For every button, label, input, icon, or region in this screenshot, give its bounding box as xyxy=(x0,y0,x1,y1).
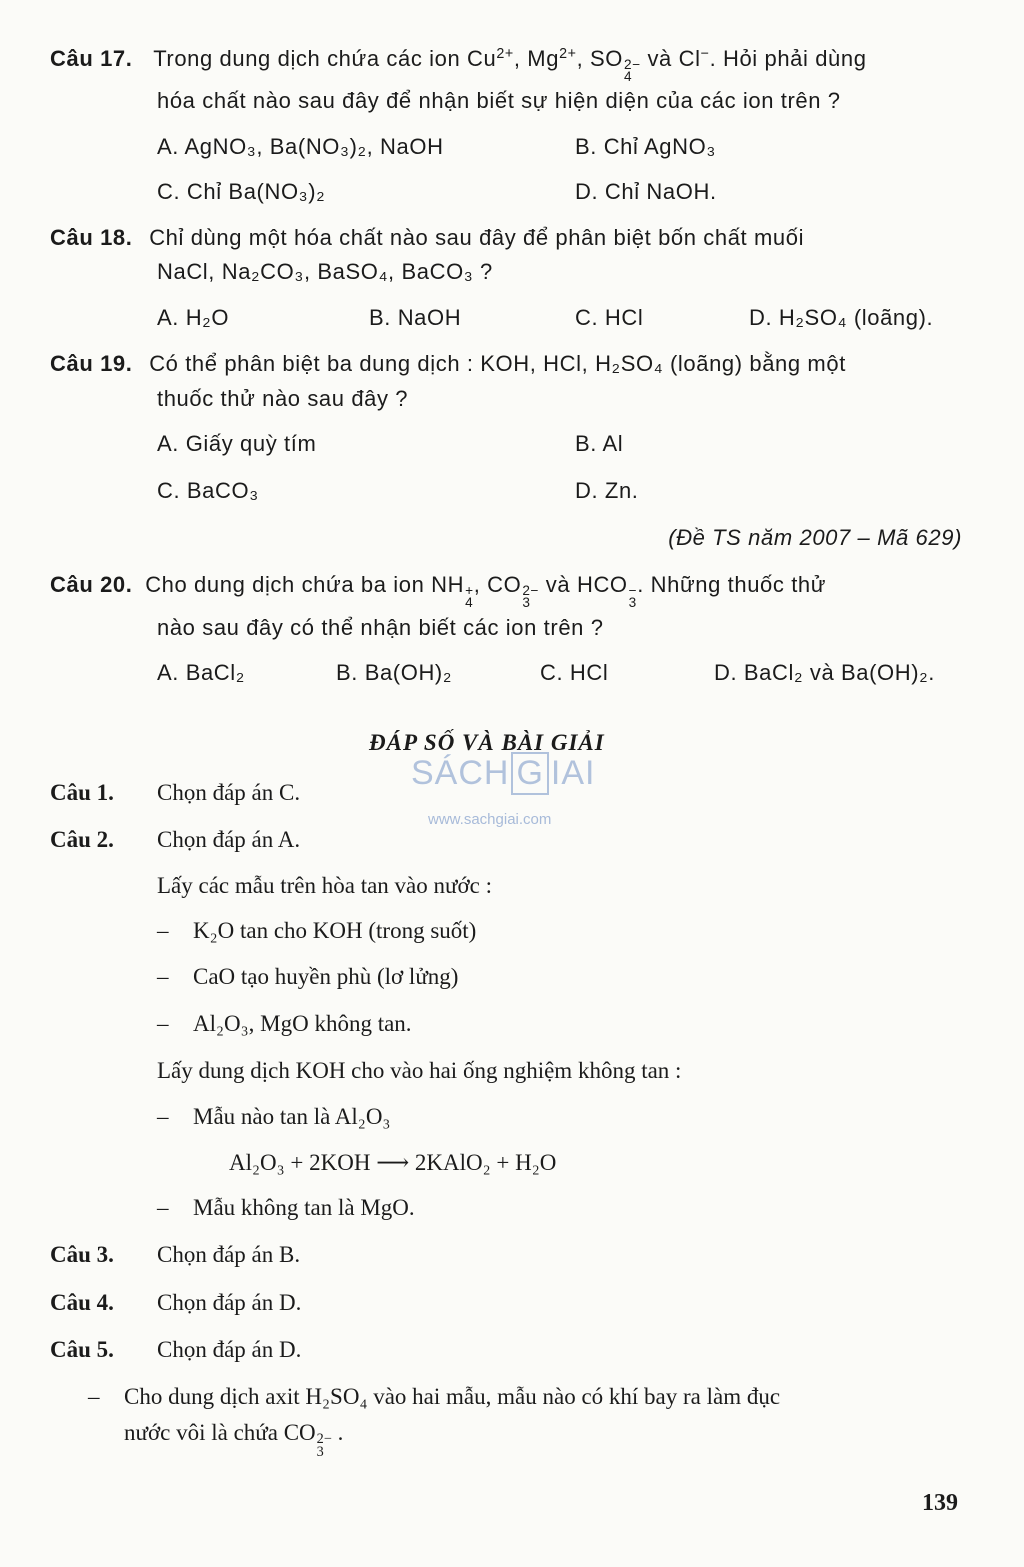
answer-5-bullet-line-2: nước vôi là chứa CO 2− 3 . xyxy=(124,1420,344,1460)
answer-2-bullet-2: – CaO tạo huyền phù (lơ lửng) xyxy=(157,964,459,989)
source-note: (Đề TS năm 2007 – Mã 629) xyxy=(668,525,962,550)
answer-4-text: Chọn đáp án D. xyxy=(157,1290,302,1315)
answer-1: Câu 1. xyxy=(50,780,114,805)
question-17-line-1: Câu 17. Trong dung dịch chứa các ion $Cu^{2+}$, $Mg^{2+}$, SO 2− 4 và Cl−. Hỏi phải dùng xyxy=(50,46,867,84)
answer-2: Câu 2. xyxy=(50,827,114,852)
watermark-url: www.sachgiai.com xyxy=(428,811,552,828)
answer-2-equation: Al₂O₃ + 2KOH ⟶ 2KAlO₂ + H₂O xyxy=(229,1150,557,1175)
option-c: C. HCl xyxy=(575,305,644,330)
answers-heading: ĐÁP SỐ VÀ BÀI GIẢI xyxy=(369,730,605,755)
option-a: A. AgNO₃, Ba(NO₃)₂, NaOH xyxy=(157,134,444,159)
answer-5-text: Chọn đáp án D. xyxy=(157,1337,302,1362)
question-label: Câu 19. xyxy=(50,351,133,376)
answer-2-text: Chọn đáp án A. xyxy=(157,827,301,852)
watermark-logo: SÁCH G IAI xyxy=(411,752,596,795)
option-d: D. Chỉ NaOH. xyxy=(575,179,717,204)
answer-2-bullet-1: – K₂O tan cho KOH (trong suốt) xyxy=(157,918,477,943)
option-a: A. H₂O xyxy=(157,305,230,330)
option-c: C. Chỉ Ba(NO₃)₂ xyxy=(157,179,326,204)
option-d: D. Zn. xyxy=(575,478,639,503)
option-b: B. NaOH xyxy=(369,305,462,330)
question-17-line-2: hóa chất nào sau đây để nhận biết sự hiện diện của các ion trên ? xyxy=(157,88,841,113)
answer-5-bullet-line-1: – Cho dung dịch axit H₂SO₄ vào hai mẫu, mẫu nào có khí bay ra làm đục xyxy=(88,1384,781,1409)
question-18-line-1: Câu 18. Chỉ dùng một hóa chất nào sau đây để phân biệt bốn chất muối xyxy=(50,225,805,250)
question-19-line-2: thuốc thử nào sau đây ? xyxy=(157,386,409,411)
answer-2-bullet-3: – Al₂O₃, MgO không tan. xyxy=(157,1011,412,1036)
option-b: B. Al xyxy=(575,431,624,456)
answer-4: Câu 4. xyxy=(50,1290,114,1315)
question-18-line-2: NaCl, Na₂CO₃, BaSO₄, BaCO₃ ? xyxy=(157,259,493,284)
question-label: Câu 18. xyxy=(50,225,133,250)
answer-1-text: Chọn đáp án C. xyxy=(157,780,301,805)
answer-2-bullet-4: – Mẫu nào tan là Al₂O₃ xyxy=(157,1104,391,1129)
option-d: D. BaCl₂ và Ba(OH)₂. xyxy=(714,660,936,685)
option-b: B. Ba(OH)₂ xyxy=(336,660,452,685)
option-d: D. H₂SO₄ (loãng). xyxy=(749,305,934,330)
answer-2-bullet-5: – Mẫu không tan là MgO. xyxy=(157,1195,415,1220)
option-b: B. Chỉ AgNO₃ xyxy=(575,134,716,159)
option-a: A. Giấy quỳ tím xyxy=(157,431,317,456)
option-c: C. BaCO₃ xyxy=(157,478,259,503)
option-a: A. BaCl₂ xyxy=(157,660,245,685)
question-20-line-2: nào sau đây có thể nhận biết các ion trên ? xyxy=(157,615,604,640)
question-label: Câu 20. xyxy=(50,572,133,597)
question-19-line-1: Câu 19. Có thể phân biệt ba dung dịch : KOH, HCl, H₂SO₄ (loãng) bằng một xyxy=(50,351,846,376)
answer-3-text: Chọn đáp án B. xyxy=(157,1242,301,1267)
answer-3: Câu 3. xyxy=(50,1242,114,1267)
question-20-line-1: Câu 20. Cho dung dịch chứa ba ion NH + 4 , CO 2− 3 và HCO − 3 . Những thuốc thử xyxy=(50,572,827,610)
page-number: 139 xyxy=(922,1490,958,1516)
answer-2-intro: Lấy các mẫu trên hòa tan vào nước : xyxy=(157,873,492,898)
option-c: C. HCl xyxy=(540,660,609,685)
question-label: Câu 17. xyxy=(50,46,133,71)
answer-5: Câu 5. xyxy=(50,1337,114,1362)
answer-2-intro-2: Lấy dung dịch KOH cho vào hai ống nghiệm không tan : xyxy=(157,1058,682,1083)
